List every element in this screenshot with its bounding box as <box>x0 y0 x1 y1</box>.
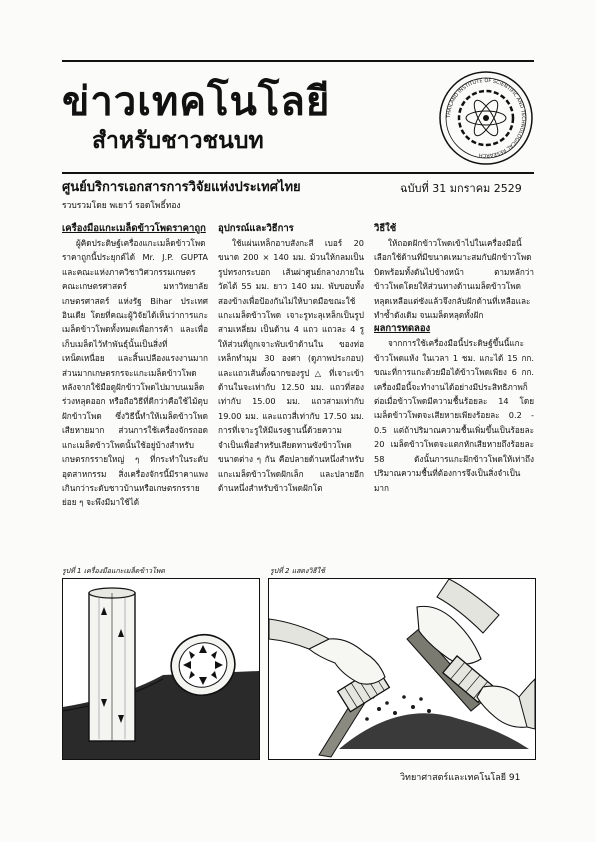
institute-logo <box>438 70 534 166</box>
section-heading: เครื่องมือแกะเมล็ดข้าวโพดราคาถูก <box>62 223 206 234</box>
page-subtitle: สำหรับชาวชนบท <box>92 127 264 154</box>
article-column-3 <box>374 222 534 558</box>
figure-2-caption: รูปที่ 2 แสดงวิธีใช้ <box>270 567 325 575</box>
logo-ring-text: THAILAND INSTITUTE OF SCIENTIFIC AND TECHNOLOGICAL RESEARCH <box>445 77 527 159</box>
corn-sheller-illustration <box>63 579 259 759</box>
figure-1-caption: รูปที่ 1 เครื่องมือแกะเมล็ดข้าวโพด <box>62 567 165 575</box>
body-paragraph: ให้ถอดฝักข้าวโพดเข้าไปในเครื่องมือนี้ เลือกใช้ด้านที่มีขนาดเหมาะสมกับฝักข้าวโพด บิดพร้อมทั้งดันไปข้างหน้า ตามหลักว่าข้าวโพดโดยให้ส่วนทางด้านเมล็ดข้าวโพดหลุดเหลือแต่ซังแล้วจึงกลับฝักด้านที่เหลือและทำซ้ำดังเดิม จนเมล็ดหลุดทั้งฝัก <box>374 238 534 321</box>
article-column-1 <box>62 222 208 558</box>
page-footer: วิทยาศาสตร์และเทคโนโลยี 91 <box>400 773 521 783</box>
section-heading: อุปกรณ์และวิธีการ <box>218 223 294 234</box>
figure-1 <box>62 578 260 760</box>
page-title: ข่าวเทคโนโลยี <box>62 78 331 125</box>
figure-2 <box>268 578 536 760</box>
section-heading: วิธีใช้ <box>374 223 397 234</box>
organization-name: ศูนย์บริการเอกสารการวิจัยแห่งประเทศไทย <box>62 180 301 195</box>
top-rule <box>62 60 534 62</box>
body-paragraph: ผู้คิดประดิษฐ์เครื่องแกะเมล็ดข้าวโพดราคาถูกนี้ประยุกต์ได้ Mr. J.P. GUPTA และคณะแห่งภาควิชาวิศวกรรมเกษตร คณะเกษตรศาสตร์ มหาวิทยาลัยเกษตรศาสตร์ แห่งรัฐ Bihar ประเทศอินเดีย โดยที่คณะผู้วิจัยได้เห็นว่าการแกะเมล็ดข้าวโพดทั้งหมดเพื่อการค้า และเพื่อเก็บเมล็ดไว้ทำพันธุ์นั้นเป็นสิ่งที่เหน็ดเหนื่อย และสิ้นเปลืองแรงงานมาก ส่วนมากเกษตรกรจะแกะเมล็ดข้าวโพดหลังจากใช้มือดูฝักข้าวโพดไปมาบนเมล็ดร่วงหลุดออก หรือถือวิธีที่ดีกว่าคือใช้ไม้ตุบฝักข้าวโพด ซึ่งวิธีนี้ทำให้เมล็ดข้าวโพดเสียหายมาก ส่วนการใช้เครื่องจักรถอดแกะเมล็ดข้าวโพดนั้นใช้อยู่บ้างสำหรับเกษตรกรรายใหญ่ ๆ ที่กระทำในระดับอุตสาหกรรม สิ่งเครื่องจักรนี้มีราคาแพงเกินกว่าระดับชาวบ้านหรือเกษตรกรรายย่อย ๆ จะพึงมีมาใช้ได้ <box>62 238 208 508</box>
header-bottom-rule <box>62 172 534 174</box>
compiler-credit: รวบรวมโดย พเยาว์ รอดโพธิ์ทอง <box>62 201 181 211</box>
article-column-2 <box>218 222 364 558</box>
section-heading: ผลการทดลอง <box>374 323 431 335</box>
body-paragraph: ใช้แผ่นเหล็กอาบสังกะสี เบอร์ 20 ขนาด 200 × 140 มม. ม้วนให้กลมเป็นรูปทรงกระบอก เส้นผ่าศูนย์กลางภายในวัดได้ 55 มม. ยาว 140 มม. พับขอบทั้งสองข้างเพื่อป้องกันไม่ให้บาดมือขณะใช้แกะเมล็ดข้าวโพด เจาะรูทะลุเหล็กเป็นรูปสามเหลี่ยม เป็นด้าน 4 แถว แถวละ 4 รู ให้ส่วนที่ถูกเจาะพับเข้าด้านใน ของท่อเหล็กทำมุม 30 องศา (ดูภาพประกอบ) และแถวเส้นตั้งฉากของรูป △ ที่เจาะเข้าด้านในจะเท่ากับ 12.50 มม. แถวที่สองเท่ากับ 15.00 มม. แถวสามเท่ากับ 19.00 มม. และแถวสี่เท่ากับ 17.50 มม. การที่เจาะรูให้มีแรงฐานนี้ด้วยความจำเป็นเพื่อสำหรับเสียดทานซังข้าวโพดขนาดต่าง ๆ กัน คือปลายด้านหนึ่งสำหรับแกะเมล็ดข้าวโพดฝักเล็ก และปลายอีกด้านหนึ่งสำหรับข้าวโพดฝักโต <box>218 238 364 493</box>
issue-number: ฉบับที่ 31 มกราคม 2529 <box>400 182 522 195</box>
body-paragraph: จากการใช้เครื่องมือนี้ประดิษฐ์ขึ้นนี้แกะข้าวโพดแห้ง ในเวลา 1 ชม. แกะได้ 15 กก. ขณะที่การแกะด้วยมือได้ข้าวโพดเพียง 6 กก. เครื่องมือนี้จะทำงานได้อย่างมีประสิทธิภาพก็ต่อเมื่อข้าวโพดมีความชื้นร้อยละ 14 โดยเมล็ดข้าวโพดจะเสียหายเพียงร้อยละ 0.2 - 0.5 แต่ถ้าปริมาณความชื้นเพิ่มขึ้นเป็นร้อยละ 20 เมล็ดข้าวโพดจะแตกหักเสียหายถึงร้อยละ 58 ดังนั้นการแกะฝักข้าวโพดให้เท่าถึงปริมาณความชื้นที่ต้องการจึงเป็นสิ่งจำเป็นมาก <box>374 338 534 493</box>
usage-illustration <box>269 579 535 759</box>
